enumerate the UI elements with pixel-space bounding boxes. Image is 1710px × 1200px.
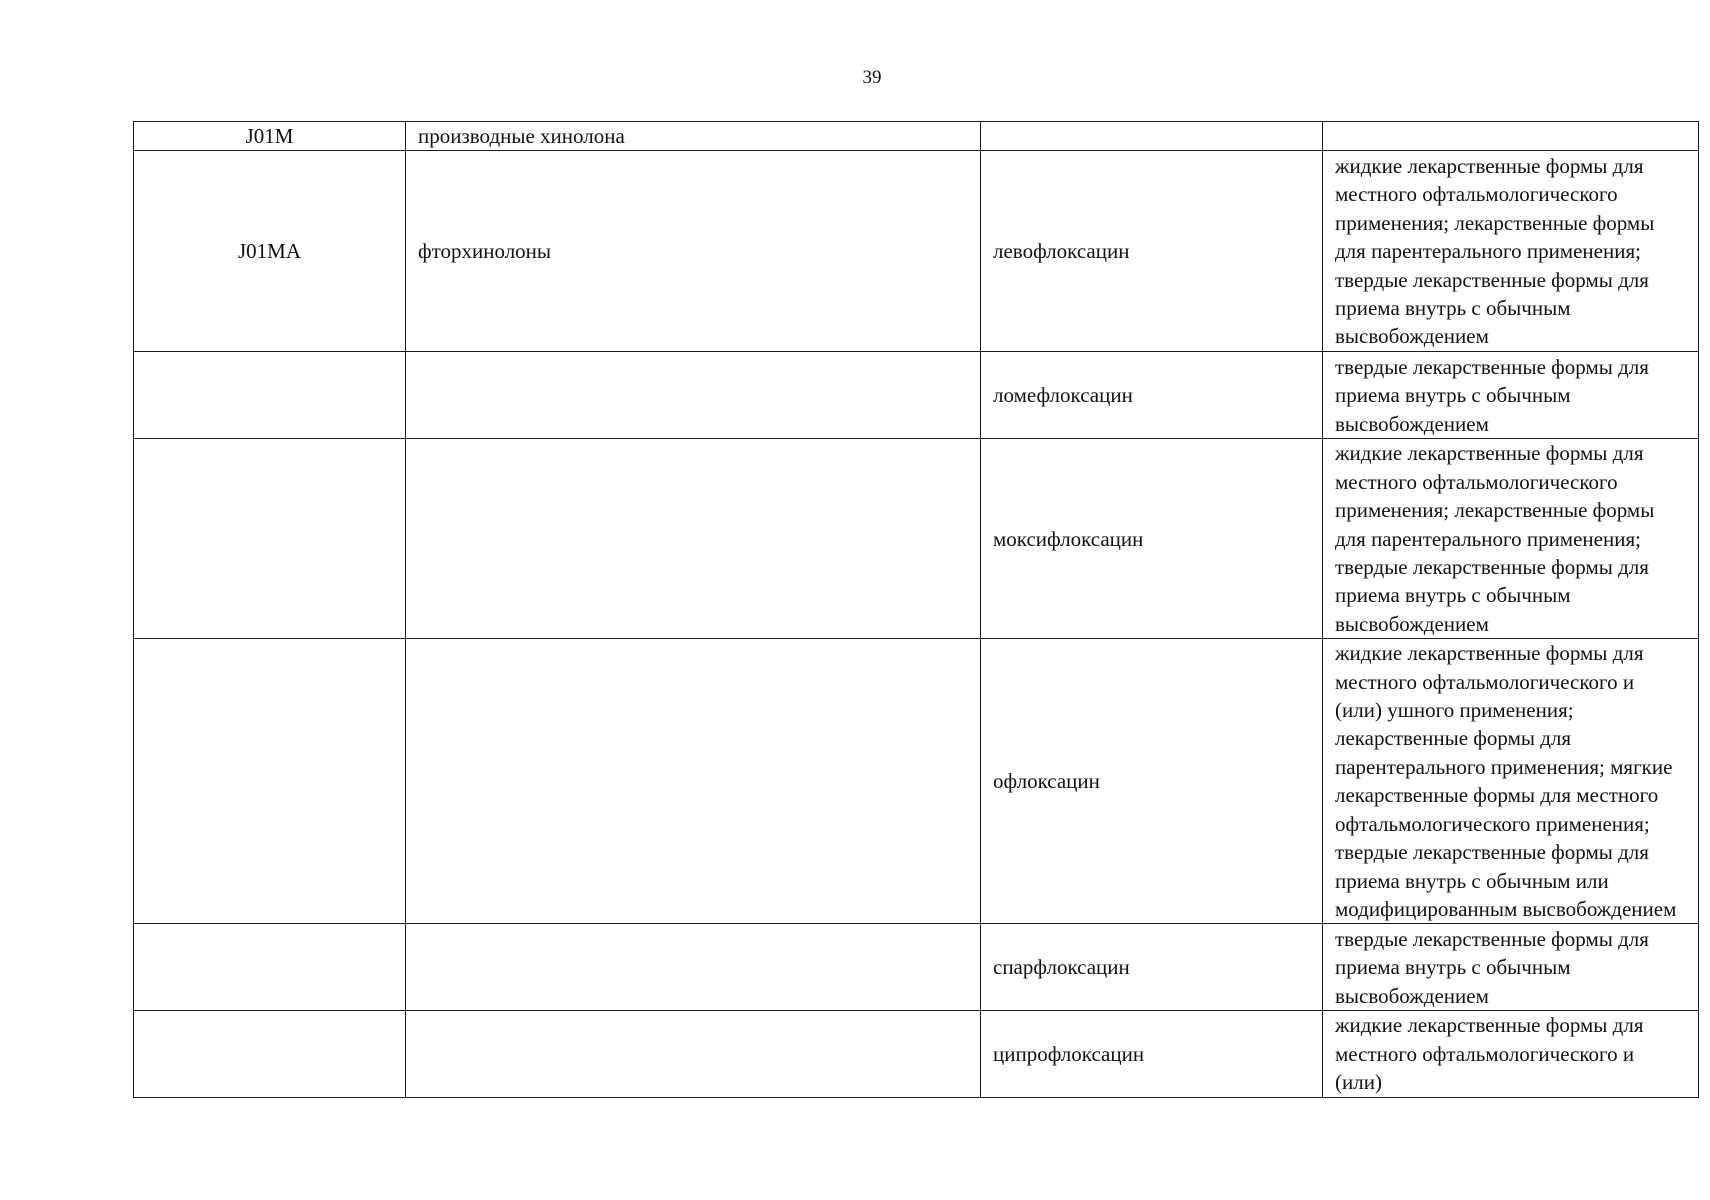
atc-group-name-cell: фторхинолоны	[406, 151, 981, 352]
atc-code-cell	[134, 924, 406, 1011]
atc-code-cell: J01MA	[134, 151, 406, 352]
atc-code-cell	[134, 352, 406, 439]
drug-table	[133, 121, 1699, 1098]
atc-code-cell	[134, 439, 406, 639]
table-row	[134, 352, 1699, 439]
atc-code-cell	[134, 1011, 406, 1097]
drug-name-cell: моксифлоксацин	[981, 439, 1323, 639]
table-row	[134, 1011, 1699, 1097]
drug-name-cell: офлоксацин	[981, 639, 1323, 924]
atc-group-name-cell	[406, 352, 981, 439]
atc-group-name-cell: производные хинолона	[406, 122, 981, 151]
atc-code-cell: J01M	[134, 122, 406, 151]
drug-name-cell: спарфлоксацин	[981, 924, 1323, 1011]
table-row	[134, 924, 1699, 1011]
atc-group-name-cell	[406, 639, 981, 924]
page-number: 39	[862, 67, 882, 88]
dosage-forms-cell: жидкие лекарственные формы для местного офтальмологического применения; лекарственные формы для парентерального применения; твердые лекарственные формы для приема внутрь с обычным высвобождением	[1323, 439, 1699, 639]
atc-group-name-cell	[406, 1011, 981, 1097]
atc-code-cell	[134, 639, 406, 924]
dosage-forms-cell: жидкие лекарственные формы для местного офтальмологического и (или)	[1323, 1011, 1699, 1097]
table-row	[134, 151, 1699, 352]
drug-name-cell	[981, 122, 1323, 151]
dosage-forms-cell: твердые лекарственные формы для приема внутрь с обычным высвобождением	[1323, 352, 1699, 439]
atc-group-name-cell	[406, 439, 981, 639]
dosage-forms-cell: жидкие лекарственные формы для местного офтальмологического и (или) ушного применения; лекарственные формы для парентерального применения; мягкие лекарственные формы для местного офтальмологического применения; твердые лекарственные формы для приема внутрь с обычным или модифицированным высвобождением	[1323, 639, 1699, 924]
table-row	[134, 122, 1699, 151]
drug-name-cell: ципрофлоксацин	[981, 1011, 1323, 1097]
drug-name-cell: левофлоксацин	[981, 151, 1323, 352]
atc-group-name-cell	[406, 924, 981, 1011]
dosage-forms-cell: жидкие лекарственные формы для местного офтальмологического применения; лекарственные формы для парентерального применения; твердые лекарственные формы для приема внутрь с обычным высвобождением	[1323, 151, 1699, 352]
dosage-forms-cell	[1323, 122, 1699, 151]
dosage-forms-cell: твердые лекарственные формы для приема внутрь с обычным высвобождением	[1323, 924, 1699, 1011]
table-row	[134, 439, 1699, 639]
drug-name-cell: ломефлоксацин	[981, 352, 1323, 439]
table-row	[134, 639, 1699, 924]
